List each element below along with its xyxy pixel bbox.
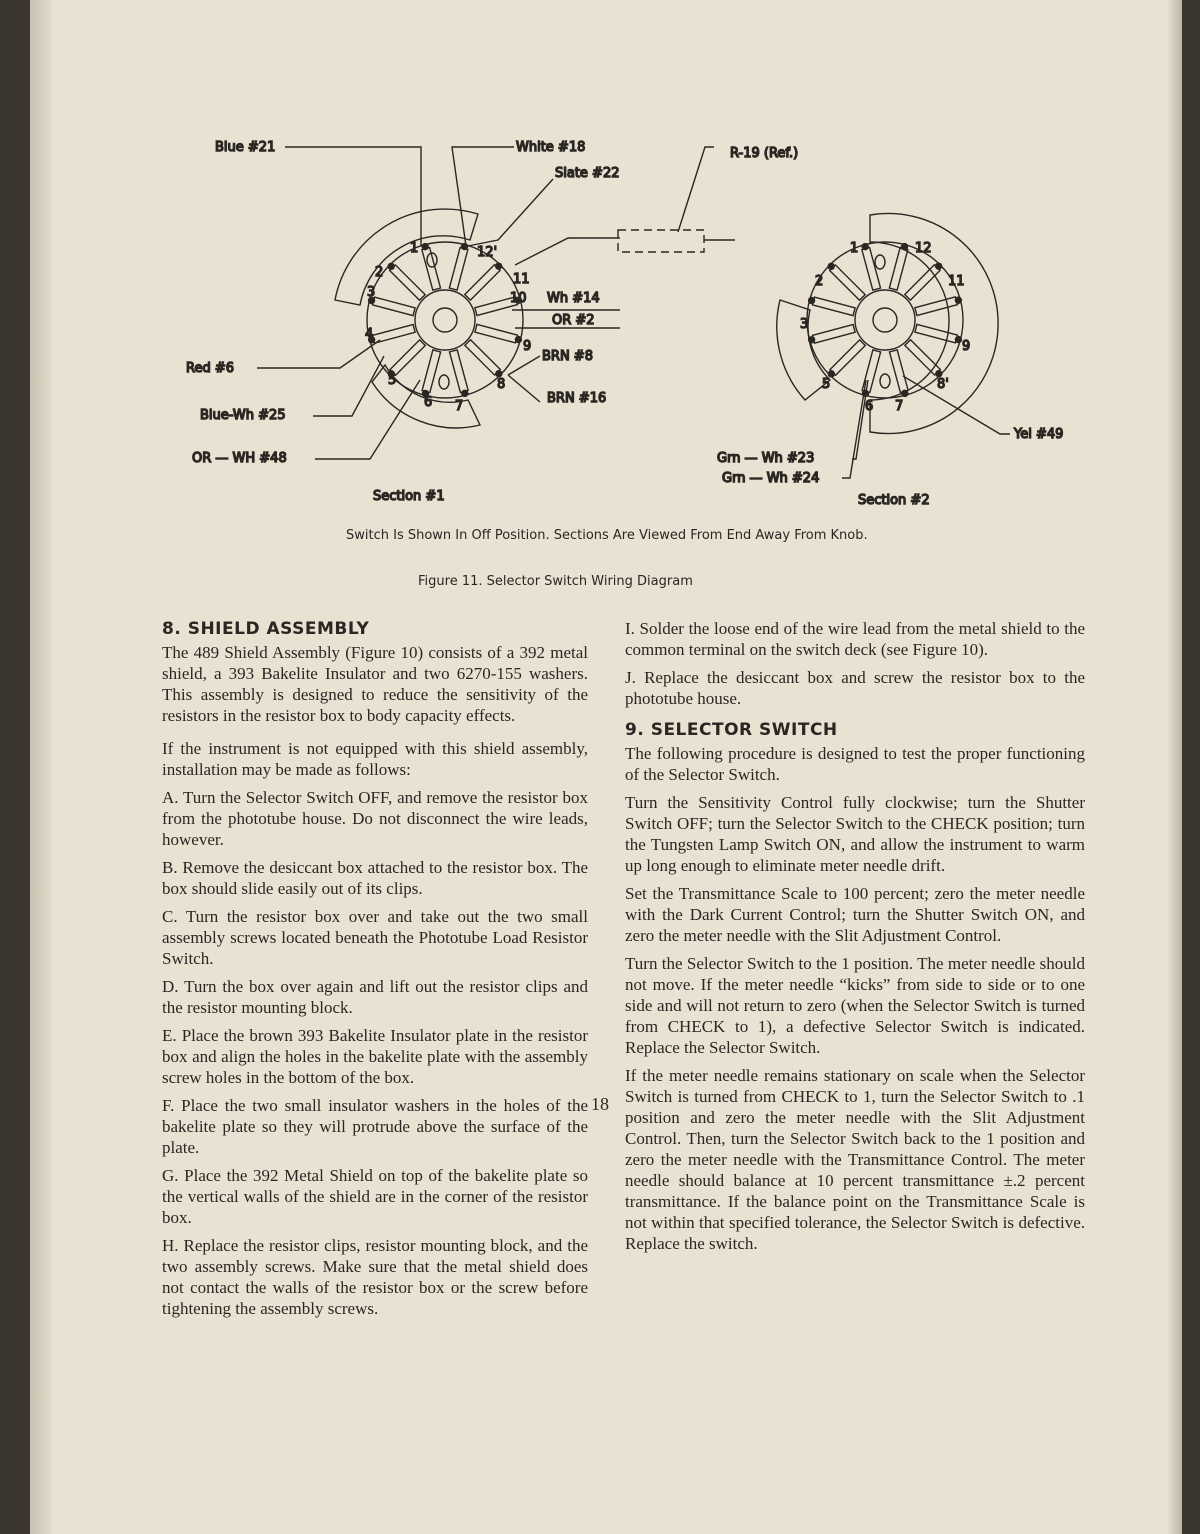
terminal-label: 1 bbox=[850, 241, 859, 256]
paragraph: I. Solder the loose end of the wire lead from the metal shield to the common terminal on the switch deck (see Figure 10). bbox=[625, 619, 1085, 659]
terminal-label: 10 bbox=[510, 291, 527, 306]
resistor-r19 bbox=[618, 146, 798, 252]
left-column bbox=[162, 618, 588, 1326]
wire-label: OR #2 bbox=[552, 313, 595, 328]
resistor-label: R-19 (Ref.) bbox=[730, 146, 799, 161]
diagram-line bbox=[452, 147, 514, 246]
wire-label: White #18 bbox=[516, 140, 586, 155]
diagram-line bbox=[903, 376, 1010, 434]
switch-contact bbox=[390, 340, 425, 375]
paragraph: H. Replace the resistor clips, resistor mounting block, and the two assembly screws. Make sure that the metal shield does not contact the walls of the resistor box or the screw before tightening the assembly screws. bbox=[162, 1236, 588, 1318]
switch-contact bbox=[813, 324, 856, 343]
diagram-line bbox=[313, 356, 384, 416]
paragraph: The following procedure is designed to test the proper functioning of the Selector Switch. bbox=[625, 744, 1085, 784]
rotor-segment bbox=[870, 213, 998, 433]
terminal-lug bbox=[422, 244, 428, 250]
switch-contact bbox=[812, 297, 855, 316]
wire-label: Red #6 bbox=[186, 361, 234, 376]
switch-contact bbox=[905, 340, 940, 375]
terminal-label: 3 bbox=[367, 285, 376, 300]
diagram-line bbox=[285, 147, 421, 246]
switch-contact bbox=[830, 265, 865, 300]
terminal-label: 11 bbox=[513, 272, 530, 287]
wire-label: BRN #8 bbox=[542, 349, 593, 364]
wire-label: Blue-Wh #25 bbox=[200, 408, 286, 423]
terminal-label: 7 bbox=[455, 399, 464, 414]
switch-hub bbox=[855, 290, 915, 350]
mount-hole bbox=[439, 375, 449, 389]
terminal-lug bbox=[809, 337, 815, 343]
section-heading-shield-assembly: 8. SHIELD ASSEMBLY bbox=[162, 619, 370, 639]
paragraph: Turn the Sensitivity Control fully clockwise; turn the Shutter Switch OFF; turn the Selector Switch to the CHECK position; turn the Tungsten Lamp Switch ON, and allow the instrument to warm up long enough to eliminate meter needle drift. bbox=[625, 793, 1085, 875]
paragraph: If the meter needle remains stationary on scale when the Selector Switch is turned from CHECK to 1, turn the Selector Switch to .1 position and zero the meter needle with the Slit Adjustment Control. Then, turn the Selector Switch back to the 1 position and zero the meter needle with the Transmittance Control. The meter needle should balance at 10 percent transmittance ±.2 percent transmittance. If the balance point on the Transmittance Scale is not within that specified tolerance, the Selector Switch is defective. Replace the switch. bbox=[625, 1066, 1085, 1253]
wiring-diagram bbox=[0, 0, 1200, 540]
paragraph: Turn the Selector Switch to the 1 position. The meter needle should not move. If the meter needle “kicks” from side to side or to one side and will not return to zero (when the Selector Switch is turned from CHECK to 1), a defective Selector Switch is indicated. Replace the Selector Switch. bbox=[625, 954, 1085, 1057]
switch-section-1 bbox=[186, 140, 620, 504]
paragraph: E. Place the brown 393 Bakelite Insulator plate in the resistor box and align the holes in the bakelite plate with the assembly screw holes in the bottom of the box. bbox=[162, 1026, 588, 1087]
page-number: 18 bbox=[591, 1094, 609, 1114]
terminal-label: 4 bbox=[365, 327, 374, 342]
switch-contact bbox=[889, 247, 908, 290]
terminal-label: 12' bbox=[477, 245, 498, 260]
switch-contact bbox=[905, 265, 940, 300]
terminal-label: 12 bbox=[915, 241, 932, 256]
terminal-lug bbox=[828, 371, 834, 377]
switch-contact bbox=[889, 350, 908, 393]
switch-contact bbox=[465, 340, 500, 375]
terminal-lug bbox=[496, 371, 502, 377]
terminal-label: 2 bbox=[375, 265, 384, 280]
terminal-lug bbox=[862, 244, 868, 250]
section-title: Section #1 bbox=[373, 489, 445, 504]
switch-shaft bbox=[433, 308, 457, 332]
wire-label: Wh #14 bbox=[547, 291, 600, 306]
switch-contact bbox=[465, 265, 500, 300]
paragraph: If the instrument is not equipped with this shield assembly, installation may be made as follows: bbox=[162, 739, 588, 779]
paragraph: The 489 Shield Assembly (Figure 10) consists of a 392 metal shield, a 393 Bakelite Insulator and two 6270-155 washers. This assembly is designed to reduce the sensitivity of the resistors in the resistor box to body capacity effects. bbox=[162, 643, 588, 725]
wire-label: Grn — Wh #23 bbox=[717, 451, 815, 466]
switch-contact bbox=[372, 297, 415, 316]
diagram-line bbox=[678, 147, 714, 232]
terminal-label: 2 bbox=[815, 274, 824, 289]
terminal-lug bbox=[936, 371, 942, 377]
paragraph: G. Place the 392 Metal Shield on top of the bakelite plate so the vertical walls of the shield are in the corner of the resistor box. bbox=[162, 1166, 588, 1227]
terminal-label: 8 bbox=[497, 377, 506, 392]
switch-contact bbox=[390, 265, 425, 300]
switch-contact bbox=[475, 324, 518, 343]
mount-hole bbox=[875, 255, 885, 269]
terminal-lug bbox=[902, 390, 908, 396]
terminal-lug bbox=[936, 263, 942, 269]
diagram-line bbox=[508, 375, 540, 402]
switch-contact bbox=[449, 247, 468, 290]
figure-caption: Figure 11. Selector Switch Wiring Diagram bbox=[418, 574, 693, 589]
diagram-line bbox=[315, 380, 420, 459]
diagram-line bbox=[618, 230, 704, 252]
switch-contact bbox=[830, 340, 865, 375]
terminal-lug bbox=[902, 244, 908, 250]
terminal-label: 8' bbox=[937, 377, 949, 392]
section-heading-selector-switch: 9. SELECTOR SWITCH bbox=[625, 720, 838, 740]
paragraph: A. Turn the Selector Switch OFF, and remove the resistor box from the phototube house. Do not disconnect the wire leads, however. bbox=[162, 788, 588, 849]
wire-label: Slate #22 bbox=[555, 166, 620, 181]
terminal-label: 11 bbox=[948, 274, 965, 289]
terminal-lug bbox=[462, 390, 468, 396]
terminal-label: 9 bbox=[523, 339, 532, 354]
switch-contact bbox=[915, 297, 958, 316]
mount-hole bbox=[880, 374, 890, 388]
diagram-line bbox=[468, 179, 553, 246]
switch-contact bbox=[422, 248, 441, 291]
terminal-lug bbox=[955, 337, 961, 343]
paragraph: D. Turn the box over again and lift out the resistor clips and the resistor mounting block. bbox=[162, 977, 588, 1017]
diagram-line bbox=[257, 340, 380, 368]
terminal-lug bbox=[462, 244, 468, 250]
terminal-lug bbox=[496, 263, 502, 269]
switch-shaft bbox=[873, 308, 897, 332]
switch-contact bbox=[915, 324, 958, 343]
right-column bbox=[625, 618, 1085, 1261]
terminal-lug bbox=[515, 337, 521, 343]
paragraph: Set the Transmittance Scale to 100 percent; zero the meter needle with the Dark Current Control; turn the Shutter Switch ON, and zero the meter needle with the Slit Adjustment Control. bbox=[625, 884, 1085, 945]
paragraph: B. Remove the desiccant box attached to the resistor box. The box should slide easily out of its clips. bbox=[162, 858, 588, 898]
terminal-label: 1 bbox=[410, 241, 419, 256]
figure-note: Switch Is Shown In Off Position. Sections Are Viewed From End Away From Knob. bbox=[346, 528, 868, 543]
switch-hub bbox=[415, 290, 475, 350]
wire-label: OR — WH #48 bbox=[192, 451, 287, 466]
terminal-label: 6 bbox=[865, 399, 874, 414]
switch-contact bbox=[422, 350, 441, 393]
terminal-label: 9 bbox=[962, 339, 971, 354]
paragraph: J. Replace the desiccant box and screw the resistor box to the phototube house. bbox=[625, 668, 1085, 708]
terminal-label: 6 bbox=[424, 395, 433, 410]
terminal-lug bbox=[809, 297, 815, 303]
switch-section-2 bbox=[717, 213, 1063, 508]
terminal-label: 5 bbox=[822, 377, 831, 392]
terminal-lug bbox=[828, 263, 834, 269]
wire-label: BRN #16 bbox=[547, 391, 607, 406]
terminal-lug bbox=[388, 263, 394, 269]
wire-label: Blue #21 bbox=[215, 140, 276, 155]
terminal-label: 5 bbox=[388, 373, 397, 388]
paragraph: F. Place the two small insulator washers in the holes of the bakelite plate so they will protrude above the surface of the plate. bbox=[162, 1096, 588, 1157]
diagram-line bbox=[515, 238, 620, 265]
switch-contact bbox=[449, 350, 468, 393]
section-title: Section #2 bbox=[858, 493, 930, 508]
paragraph: C. Turn the resistor box over and take out the two small assembly screws located beneath the Phototube Load Resistor Switch. bbox=[162, 907, 588, 968]
terminal-label: 3 bbox=[800, 317, 809, 332]
wire-label: Yel #49 bbox=[1014, 427, 1064, 442]
wire-label: Grn — Wh #24 bbox=[722, 471, 820, 486]
terminal-label: 7 bbox=[895, 399, 904, 414]
terminal-lug bbox=[955, 297, 961, 303]
